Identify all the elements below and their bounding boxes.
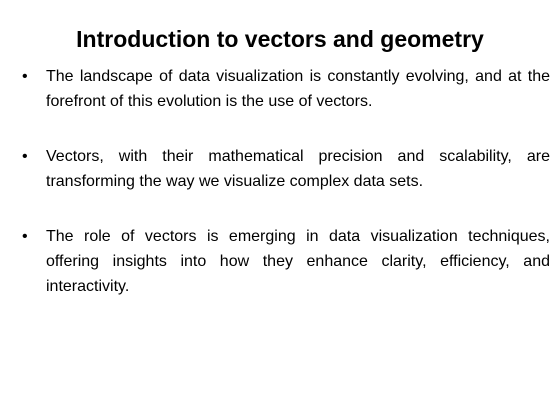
slide-title: Introduction to vectors and geometry: [76, 26, 484, 52]
bullet-list: [22, 64, 550, 329]
bullet-text: The role of vectors is emerging in data visualization techniques, offering insights into how they enhance clarity, efficiency, and interactivity.: [46, 228, 550, 295]
bullet-item: [22, 224, 550, 299]
bullet-icon: •: [22, 148, 28, 165]
bullet-icon: •: [22, 228, 28, 245]
bullet-item: [22, 64, 550, 114]
bullet-item: [22, 144, 550, 194]
bullet-text: Vectors, with their mathematical precision and scalability, are transforming the way we visualize complex data sets.: [46, 148, 550, 190]
bullet-text: The landscape of data visualization is constantly evolving, and at the forefront of this evolution is the use of vectors.: [46, 68, 550, 110]
bullet-icon: •: [22, 68, 28, 85]
